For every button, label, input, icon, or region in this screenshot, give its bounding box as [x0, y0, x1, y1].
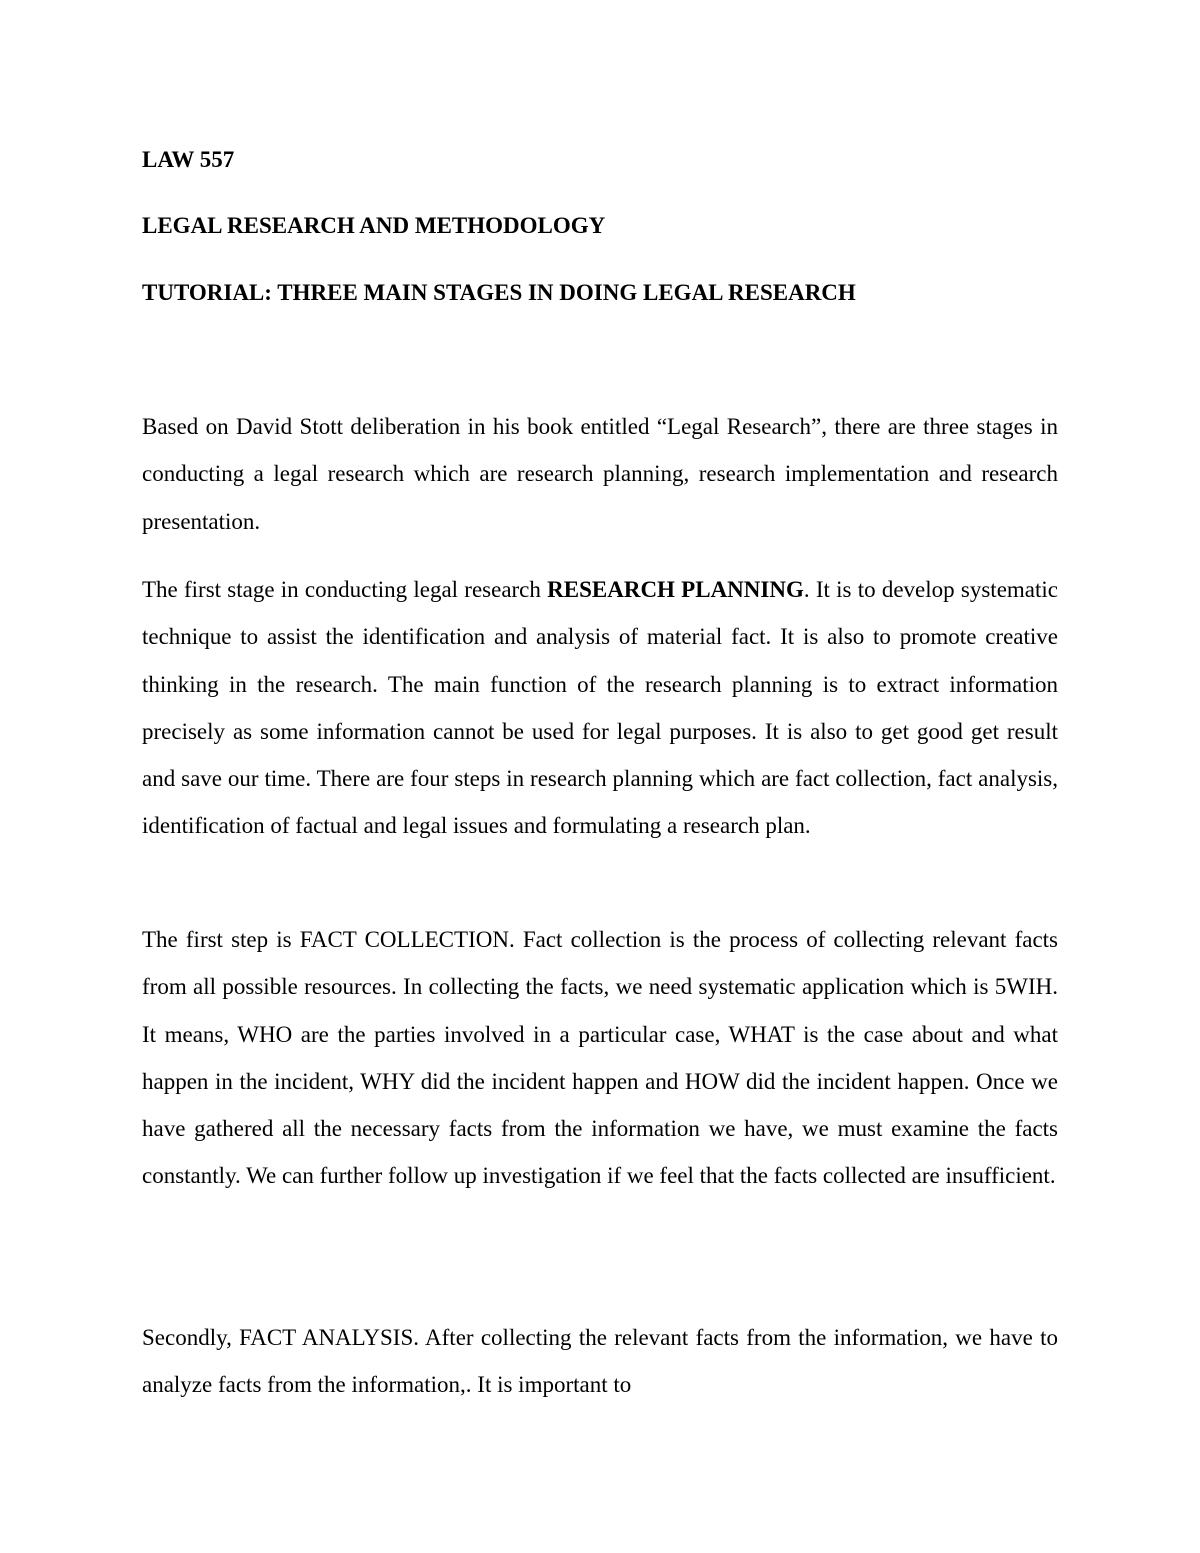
research-planning-term: RESEARCH PLANNING: [547, 577, 804, 602]
paragraph-intro: Based on David Stott deliberation in his book entitled “Legal Research”, there are three stages in conducting a legal research which are research planning, research implementation and research presentation.: [142, 414, 1058, 534]
paragraph-fact-analysis: Secondly, FACT ANALYSIS. After collecting the relevant facts from the information, we have to analyze facts from the information,. It is important to: [142, 1325, 1058, 1398]
paragraph-research-planning: [142, 566, 1058, 850]
paragraph-fact-collection: The first step is FACT COLLECTION. Fact collection is the process of collecting relevant facts from all possible resources. In collecting the facts, we need systematic application which is 5WIH. It means, WHO are the parties involved in a particular case, WHAT is the case about and what happen in the incident, WHY did the incident happen and HOW did the incident happen. Once we have gathered all the necessary facts from the information we have, we must examine the facts constantly. We can further follow up investigation if we feel that the facts collected are insufficient.: [142, 927, 1058, 1189]
course-code-heading: LAW 557: [142, 147, 235, 172]
tutorial-title-heading: TUTORIAL: THREE MAIN STAGES IN DOING LEGAL RESEARCH: [142, 280, 856, 305]
course-title-heading: LEGAL RESEARCH AND METHODOLOGY: [142, 213, 606, 238]
paragraph-research-planning-lead: The first stage in conducting legal research: [142, 577, 548, 602]
paragraph-research-planning-body: . It is to develop systematic technique to assist the identification and analysis of material fact. It is also to promote creative thinking in the research. The main function of the research planning is to extract information precisely as some information cannot be used for legal purposes. It is also to get good get result and save our time. There are four steps in research planning which are fact collection, fact analysis, identification of factual and legal issues and formulating a research plan.: [142, 577, 1058, 839]
